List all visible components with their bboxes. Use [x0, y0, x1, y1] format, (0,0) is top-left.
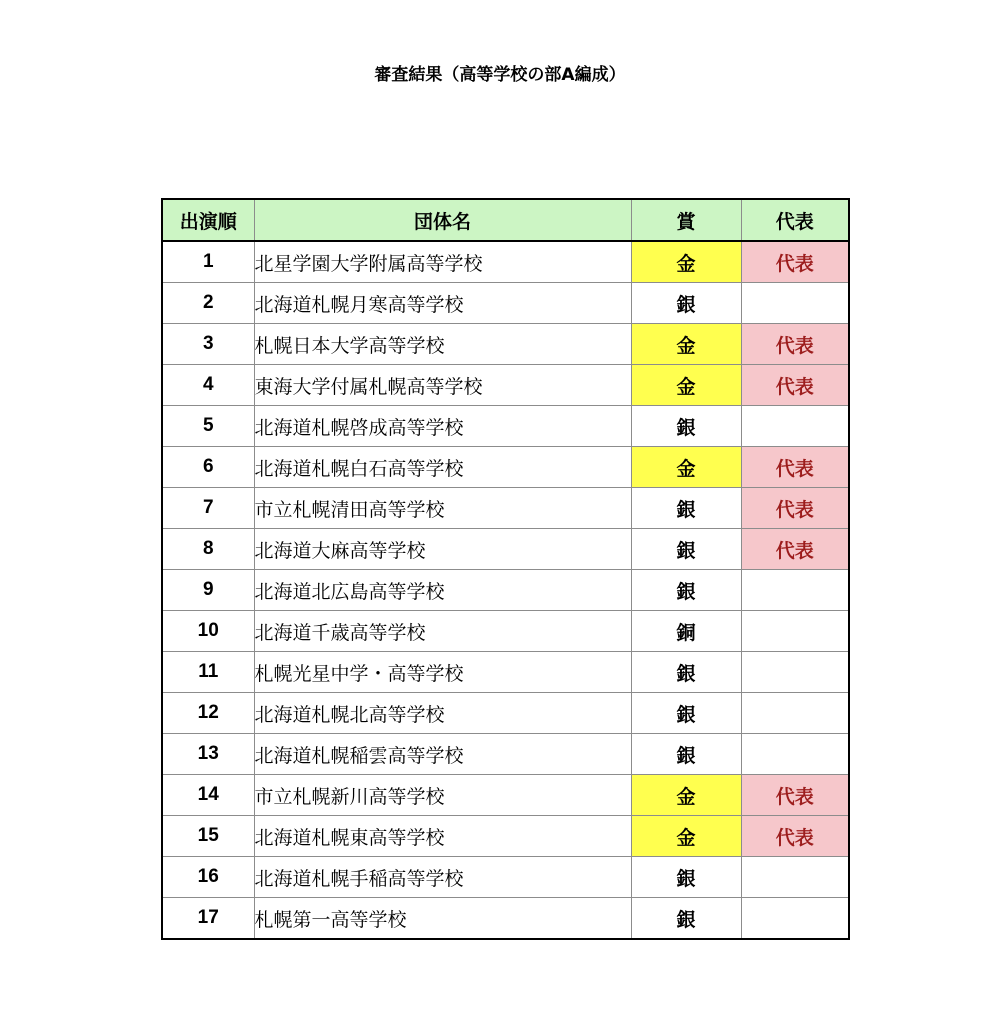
table-row	[162, 611, 849, 652]
group-name-cell: 北海道千歳高等学校	[254, 611, 631, 652]
prize-cell: 金	[631, 447, 741, 488]
prize-cell: 銀	[631, 652, 741, 693]
order-cell: 15	[162, 816, 254, 857]
order-cell: 7	[162, 488, 254, 529]
order-cell: 14	[162, 775, 254, 816]
group-name-cell: 東海大学付属札幌高等学校	[254, 365, 631, 406]
representative-cell: 代表	[741, 365, 849, 406]
group-name-cell: 市立札幌新川高等学校	[254, 775, 631, 816]
header-order: 出演順	[162, 199, 254, 241]
representative-cell: 代表	[741, 529, 849, 570]
order-cell: 2	[162, 283, 254, 324]
table-row	[162, 816, 849, 857]
group-name-cell: 札幌光星中学・高等学校	[254, 652, 631, 693]
prize-cell: 金	[631, 324, 741, 365]
prize-cell: 銀	[631, 283, 741, 324]
group-name-cell: 北海道札幌手稲高等学校	[254, 857, 631, 898]
representative-cell: 代表	[741, 324, 849, 365]
group-name-cell: 北海道札幌東高等学校	[254, 816, 631, 857]
table-row	[162, 488, 849, 529]
table-row	[162, 570, 849, 611]
prize-cell: 銀	[631, 488, 741, 529]
table-row	[162, 652, 849, 693]
prize-cell: 金	[631, 816, 741, 857]
table-row	[162, 529, 849, 570]
order-cell: 10	[162, 611, 254, 652]
table-row	[162, 898, 849, 940]
prize-cell: 銀	[631, 857, 741, 898]
representative-cell: 代表	[741, 775, 849, 816]
group-name-cell: 札幌日本大学高等学校	[254, 324, 631, 365]
table-row	[162, 283, 849, 324]
group-name-cell: 北海道札幌白石高等学校	[254, 447, 631, 488]
table-row	[162, 241, 849, 283]
order-cell: 17	[162, 898, 254, 940]
table-row	[162, 693, 849, 734]
group-name-cell: 北海道札幌稲雲高等学校	[254, 734, 631, 775]
group-name-cell: 北海道札幌月寒高等学校	[254, 283, 631, 324]
header-row	[162, 199, 849, 241]
prize-cell: 銀	[631, 734, 741, 775]
prize-cell: 金	[631, 241, 741, 283]
representative-cell	[741, 734, 849, 775]
group-name-cell: 北海道大麻高等学校	[254, 529, 631, 570]
order-cell: 5	[162, 406, 254, 447]
prize-cell: 銀	[631, 529, 741, 570]
group-name-cell: 北海道札幌啓成高等学校	[254, 406, 631, 447]
prize-cell: 銀	[631, 406, 741, 447]
representative-cell	[741, 406, 849, 447]
prize-cell: 銀	[631, 693, 741, 734]
order-cell: 9	[162, 570, 254, 611]
representative-cell: 代表	[741, 241, 849, 283]
order-cell: 4	[162, 365, 254, 406]
order-cell: 13	[162, 734, 254, 775]
table-row	[162, 406, 849, 447]
representative-cell: 代表	[741, 488, 849, 529]
representative-cell	[741, 570, 849, 611]
representative-cell	[741, 898, 849, 940]
order-cell: 11	[162, 652, 254, 693]
group-name-cell: 北海道札幌北高等学校	[254, 693, 631, 734]
page-title: 審査結果（高等学校の部A編成）	[374, 65, 626, 85]
order-cell: 8	[162, 529, 254, 570]
group-name-cell: 北海道北広島高等学校	[254, 570, 631, 611]
order-cell: 16	[162, 857, 254, 898]
header-group-name: 団体名	[254, 199, 631, 241]
prize-cell: 銀	[631, 570, 741, 611]
prize-cell: 銅	[631, 611, 741, 652]
header-prize: 賞	[631, 199, 741, 241]
prize-cell: 金	[631, 365, 741, 406]
group-name-cell: 市立札幌清田高等学校	[254, 488, 631, 529]
table-row	[162, 775, 849, 816]
group-name-cell: 北星学園大学附属高等学校	[254, 241, 631, 283]
representative-cell	[741, 611, 849, 652]
order-cell: 6	[162, 447, 254, 488]
representative-cell	[741, 652, 849, 693]
table-row	[162, 734, 849, 775]
table-row	[162, 365, 849, 406]
table-row	[162, 324, 849, 365]
table-row	[162, 447, 849, 488]
order-cell: 3	[162, 324, 254, 365]
header-representative: 代表	[741, 199, 849, 241]
representative-cell: 代表	[741, 816, 849, 857]
prize-cell: 銀	[631, 898, 741, 940]
representative-cell	[741, 283, 849, 324]
order-cell: 1	[162, 241, 254, 283]
representative-cell	[741, 693, 849, 734]
group-name-cell: 札幌第一高等学校	[254, 898, 631, 940]
results-table	[161, 198, 850, 940]
order-cell: 12	[162, 693, 254, 734]
representative-cell: 代表	[741, 447, 849, 488]
representative-cell	[741, 857, 849, 898]
table-row	[162, 857, 849, 898]
prize-cell: 金	[631, 775, 741, 816]
